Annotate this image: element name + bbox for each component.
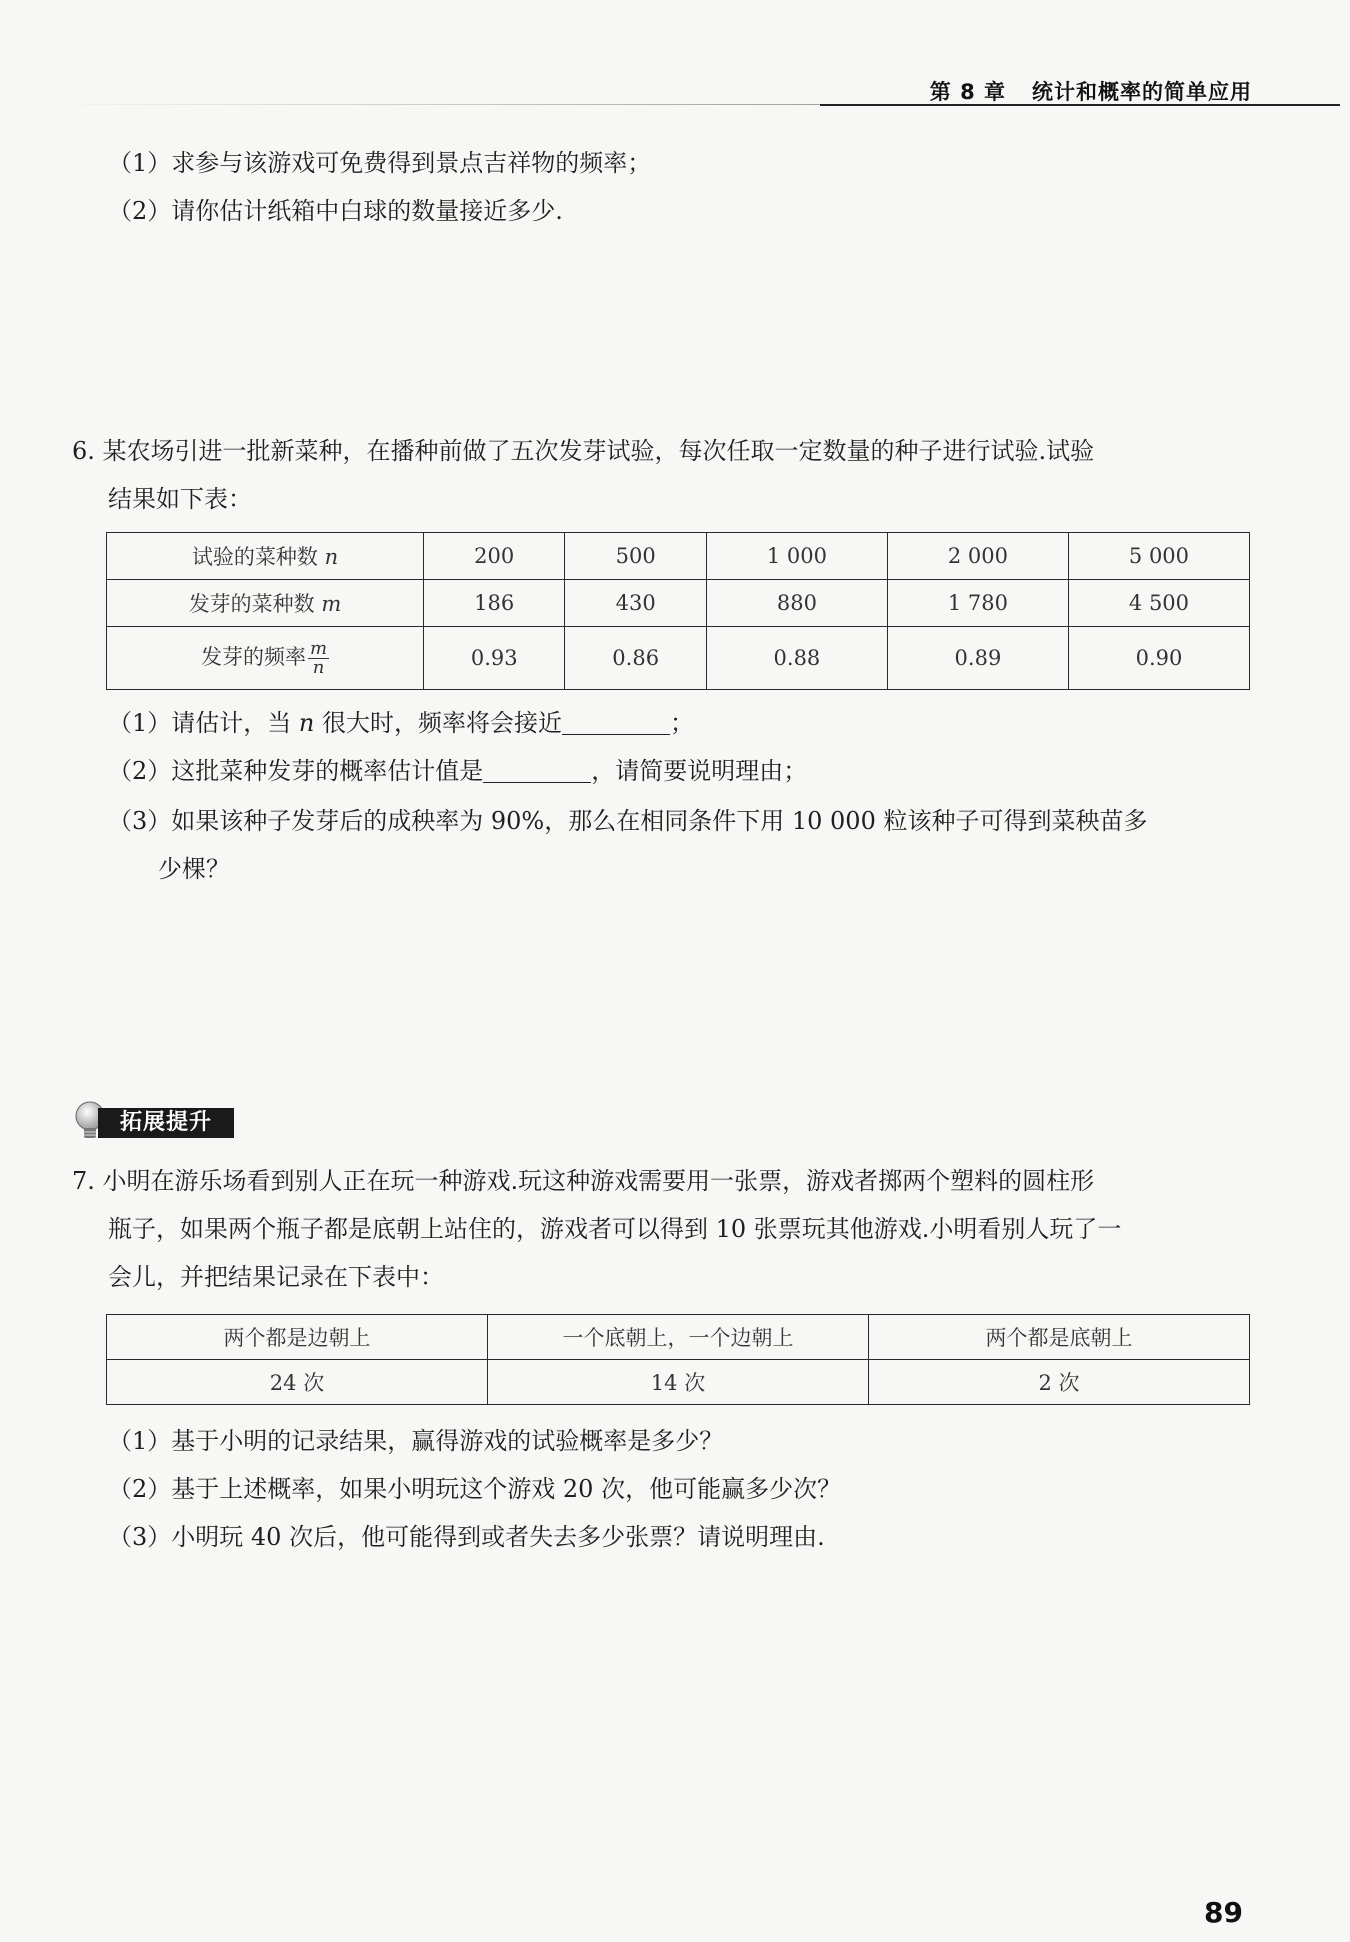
q6-part2: （2）这批菜种发芽的概率估计值是 ，请简要说明理由； (108, 757, 808, 785)
q7-stem-line2: 瓶子，如果两个瓶子都是底朝上站住的，游戏者可以得到 10 张票玩其他游戏.小明看别人玩了一 (108, 1215, 1122, 1243)
table-row (107, 580, 1250, 627)
table-cell: 0.89 (887, 627, 1068, 690)
q6-part3-line1: （3）如果该种子发芽后的成秧率为 90%，那么在相同条件下用 10 000 粒该种子可得到菜秧苗多 (108, 807, 1148, 835)
table-row (107, 627, 1250, 690)
section-title: 拓展提升 (98, 1108, 234, 1138)
table-cell: 0.88 (706, 627, 887, 690)
table-header-cell: 两个都是边朝上 (107, 1315, 488, 1360)
table-cell: 0.90 (1068, 627, 1249, 690)
table-cell: 2 000 (887, 533, 1068, 580)
row-header-trials: 试验的菜种数 n (107, 533, 424, 580)
q5-part2: （2）请你估计纸箱中白球的数量接近多少. (108, 197, 563, 225)
row-header-frequency: 发芽的频率 $\frac{m}{n}$ (107, 627, 424, 690)
answer-blank[interactable] (483, 758, 591, 783)
q6-stem-line1: 6. 某农场引进一批新菜种，在播种前做了五次发芽试验，每次任取一定数量的种子进行试验.试验 (72, 437, 1095, 465)
q7-results-table (106, 1314, 1250, 1405)
table-cell: 200 (424, 533, 565, 580)
table-cell: 500 (565, 533, 706, 580)
chapter-number: 第 8 章 (929, 80, 1006, 104)
table-cell: 14 次 (488, 1360, 869, 1405)
fraction-m-over-n: $\frac{m}{n}$ (309, 637, 328, 678)
table-header-cell: 一个底朝上，一个边朝上 (488, 1315, 869, 1360)
table-cell: 430 (565, 580, 706, 627)
running-header (930, 76, 1252, 106)
q5-part1: （1）求参与该游戏可免费得到景点吉祥物的频率； (108, 149, 652, 177)
table-cell: 0.86 (565, 627, 706, 690)
table-header-row (107, 1315, 1250, 1360)
q6-stem-line2: 结果如下表： (108, 485, 252, 513)
q7-stem-line1: 7. 小明在游乐场看到别人正在玩一种游戏.玩这种游戏需要用一张票，游戏者掷两个塑料的圆柱形 (72, 1167, 1095, 1195)
row-header-germinated: 发芽的菜种数 m (107, 580, 424, 627)
table-cell: 4 500 (1068, 580, 1249, 627)
table-row (107, 1360, 1250, 1405)
page-number: 89 (1204, 1896, 1243, 1929)
table-header-cell: 两个都是底朝上 (869, 1315, 1250, 1360)
section-badge (72, 1100, 234, 1144)
q6-part3-line2: 少棵？ (158, 855, 230, 883)
q7-part3: （3）小明玩 40 次后，他可能得到或者失去多少张票？请说明理由. (108, 1523, 825, 1551)
table-cell: 186 (424, 580, 565, 627)
q6-part1: （1）请估计，当 n 很大时，频率将会接近 ； (108, 709, 695, 737)
table-cell: 24 次 (107, 1360, 488, 1405)
table-row (107, 533, 1250, 580)
q7-part2: （2）基于上述概率，如果小明玩这个游戏 20 次，他可能赢多少次？ (108, 1475, 842, 1503)
table-cell: 5 000 (1068, 533, 1249, 580)
table-cell: 2 次 (869, 1360, 1250, 1405)
table-cell: 0.93 (424, 627, 565, 690)
q6-germination-table (106, 532, 1250, 690)
header-rule-fade (40, 104, 820, 105)
chapter-title: 统计和概率的简单应用 (1032, 80, 1252, 104)
table-cell: 1 780 (887, 580, 1068, 627)
q7-stem-line3: 会儿，并把结果记录在下表中： (108, 1263, 444, 1291)
answer-blank[interactable] (562, 710, 670, 735)
q7-part1: （1）基于小明的记录结果，赢得游戏的试验概率是多少？ (108, 1427, 724, 1455)
table-cell: 1 000 (706, 533, 887, 580)
table-cell: 880 (706, 580, 887, 627)
